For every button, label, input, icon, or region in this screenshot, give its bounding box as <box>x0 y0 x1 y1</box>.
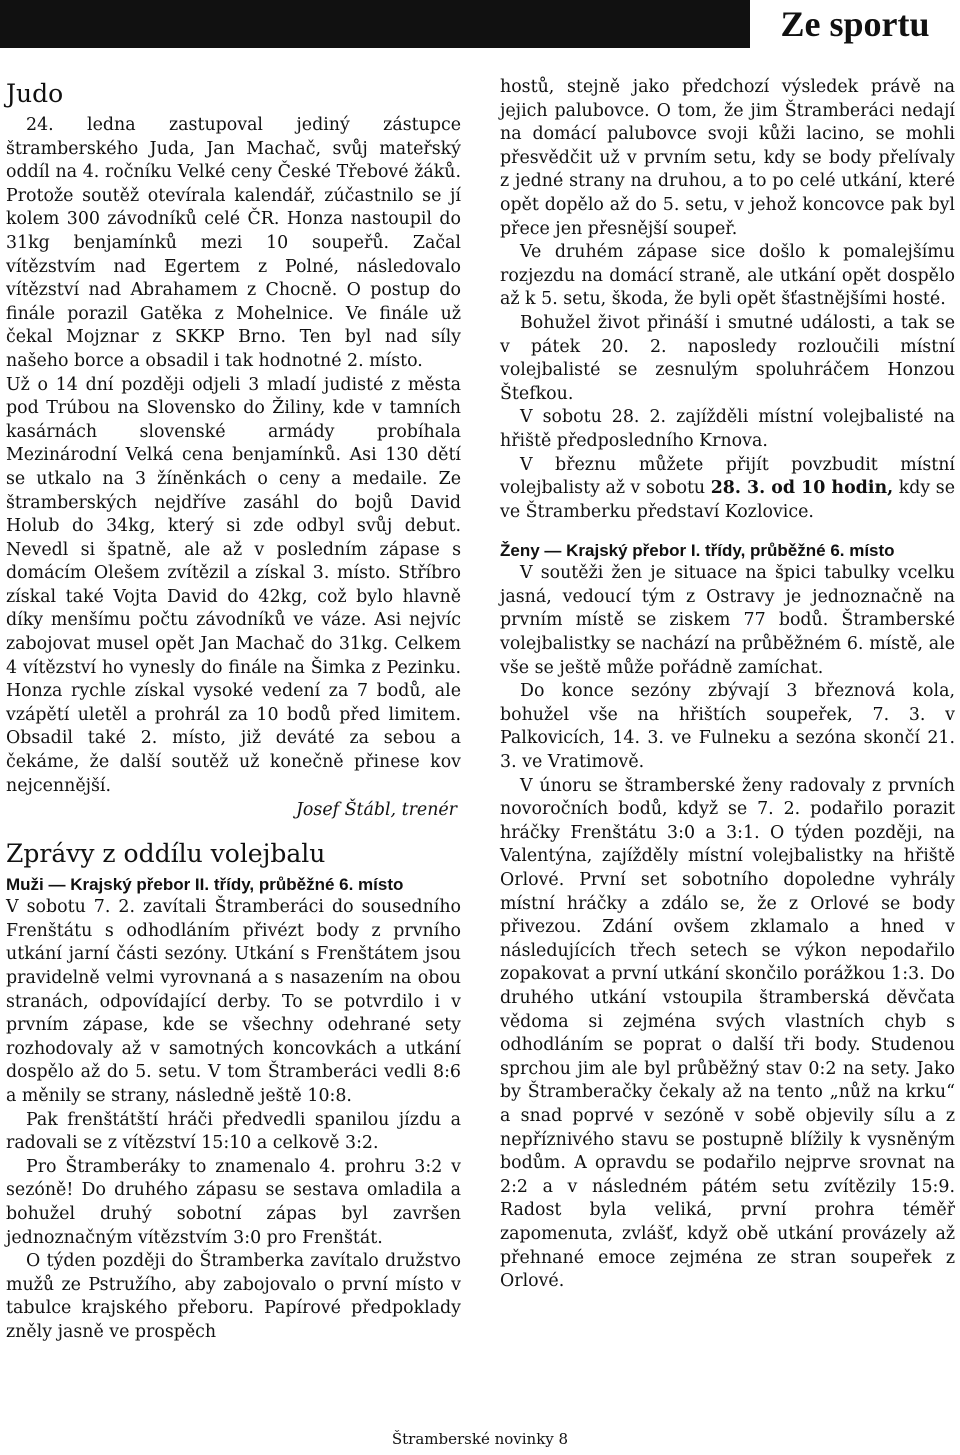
women-paragraph-3: V únoru se štramberské ženy radovaly z prvních novoročních bodů, když se 7. 2. podařilo porazit hráčky Frenštátu 3:0 a 3:1. O týden později, na Valentýna, zajížděly místní volejbalistky na hřiště Orlové. První set sobotního dopoledne vyhrály místní hráčky a zdálo se, že z Orlové se body přivezou. Zdání ovšem zklamalo a hned v následujících třech setech se výkon nepodařilo zopakovat a první utkání skončilo porážkou 1:3. Do druhého utkání vstoupila štramberská děvčata vědoma si zejména svých vlastních chyb s odhodláním se poprat o další tři body. Studenou sprchou jim ale byl průběžný stav 0:2 na sety. Jako by Štramberačky čekaly až na tento „nůž na krku“ a snad poprvé v sezóně v sobě objevily sílu a z nepříznivého stavu se postupně blížily k vysněným bodům. A opravdu se podařilo nejprve srovnat na 2:2 a v následném pátém setu zvítězily 15:9. Radost byla veliká, první prohra téměř zapomenuta, zvlášť, když obě utkání provázely až přehnané emoce zejména ze stran soupeřek z Orlové. <box>500 775 955 1292</box>
men-paragraph-2: Pak frenštátští hráči předvedli spanilou jízdu a radovali se z vítězství 15:10 a celkově 3:2. <box>6 1109 461 1154</box>
women-paragraph-2: Do konce sezóny zbývají 3 březnová kola, bohužel vše na hřištích soupeřek, 7. 3. v Palkovicích, 14. 3. ve Fulneku a sezóna skončí 21. 3. ve Vratimově. <box>500 681 955 773</box>
judo-heading: Judo <box>6 79 64 108</box>
men-paragraph-4-start: O týden později do Štramberka zavítalo družstvo mužů ze Pstružího, aby zabojovalo o první místo v tabulce krajského přeboru. Papírové předpoklady zněly jasně ve prospěch <box>6 1251 461 1342</box>
men-paragraph-7: V sobotu 28. 2. zajížděli místní volejbalisté na hřiště předposledního Krnova. <box>500 407 955 451</box>
men-paragraph-8-bold: 28. 3. od 10 hodin, <box>710 478 894 499</box>
men-paragraph-1: V sobotu 7. 2. zavítali Štramberáci do sousedního Frenštátu s odhodláním přivézt body z prvního utkání jarní části sezóny. Utkání s Frenštátem jsou pravidelně velmi vyrovnaná a s nasazením na obou stranách, odpovídající derby. To se potvrdilo i v prvním zápase, kde se všechny odehrané sety rozhodovaly až v samotných koncovkách a utkání dospělo až do 5. setu. V tom Štramberáci vedli 8:6 a měnily se strany, následně ještě 10:8. <box>6 897 461 1106</box>
men-paragraph-8-text-b: kdy se ve Štramberku představí Kozlovice. <box>500 478 955 522</box>
men-paragraph-3: Pro Štramberáky to znamenalo 4. prohru 3:2 v sezóně! Do druhého zápasu se sestava omladila a bohužel druhý sobotní zápas byl završen jednoznačným vítězstvím 3:0 pro Frenštát. <box>6 1156 461 1248</box>
judo-signature: Josef Štábl, trenér <box>295 800 457 821</box>
men-paragraph-8 <box>500 454 955 525</box>
women-paragraph-1: V soutěži žen je situace na špici tabulky vcelku jasná, vedoucí tým z Ostravy je jednoznačně na prvním místě se ziskem 77 bodů. Štramberské volejbalistky se nachází na průběžném 6. místě, ale vše se ještě může pořádně zamíchat. <box>500 563 955 678</box>
left-column <box>6 78 461 1345</box>
volleyball-heading: Zprávy z oddílu volejbalu <box>6 839 326 869</box>
women-heading: Ženy — Krajský přebor I. třídy, průběžné 6. místo <box>500 541 895 561</box>
section-title: Ze sportu <box>750 0 960 48</box>
judo-paragraph-2: Už o 14 dní později odjeli 3 mladí judisté z města pod Trúbou na Slovensko do Žiliny, kde v tamních kasárnách slovenské armády probíhala Mezinárodní Velká cena benjamínků. Asi 130 dětí se utkalo na 3 žíněnkách o ceny a medaile. Ze štramberských nejdříve zasáhl do bojů David Holub do 34kg, který si zde odbyl svůj debut. Nevedl si špatně, ale až v posledním zápase s domácím Olešem zvítězil a získal 3. místo. Stříbro získal také Vojta David do 42kg, což bylo hlavně díky menšímu počtu závodníků ve váze. Asi nejvíc zabojovat musel opět Jan Machač do 31kg. Celkem 4 vítězství ho vynesly do finále na Šimka z Pezinku. Honza rychle získal vysoké vedení za 7 bodů, ale vzápětí uletěl a prohrál za 10 bodů před limitem. Obsadil také 2. místo, již deváté za sebou a čekáme, že další soutěž už konečně přinese kov nejcennější. <box>6 374 461 796</box>
section-banner <box>0 0 960 48</box>
judo-paragraph-1: 24. ledna zastupoval jediný zástupce štramberského Juda, Jan Machač, svůj mateřský oddíl na 4. ročníku Velké ceny České Třebové žáků. Protože soutěž otevírala kalendář, zúčastnilo se jí kolem 300 závodníků celé ČR. Honza nastoupil do 31kg benjamínků mezi 10 soupeřů. Začal vítězstvím nad Egertem z Polné, následovalo vítězství nad Abrahamem z Chocně. O postup do finále porazil Gatěka z Mohelnice. Ve finále už čekal Mojznar z SKKP Brno. Ten byl nad síly našeho borce a obsadil i tak hodnotné 2. místo. <box>6 115 461 371</box>
men-paragraph-5: Ve druhém zápase sice došlo k pomalejšímu rozjezdu na domácí straně, ale utkání opět dospělo až k 5. setu, škoda, že byli opět šťastnějšími hosté. <box>500 242 955 310</box>
men-paragraph-4-end: hostů, stejně jako předchozí výsledek právě na jejich palubovce. O tom, že jim Štramberáci nedají na domácí palubovce svoji kůži lacino, se mohli přesvědčit už v prvním setu, kdy se body přelívaly z jedné strany na druhou, a to po celé utkání, které opět dopělo až do 5. setu, v jehož koncovce pak byl přece jen přesnější soupeř. <box>500 77 955 239</box>
page-footer: Štramberské novinky 8 <box>391 1430 569 1448</box>
spacer <box>500 524 955 538</box>
men-paragraph-6: Bohužel život přináší i smutné události, a tak se v pátek 20. 2. naposledy rozloučili místní volejbalisté se zesnulým spoluhráčem Honzou Štefkou. <box>500 312 955 404</box>
men-heading: Muži — Krajský přebor II. třídy, průběžné 6. místo <box>6 875 404 895</box>
men-paragraph-8-text-a: V březnu můžete přijít povzbudit místní volejbalisty až v sobotu <box>500 454 955 499</box>
right-column <box>500 76 955 1294</box>
